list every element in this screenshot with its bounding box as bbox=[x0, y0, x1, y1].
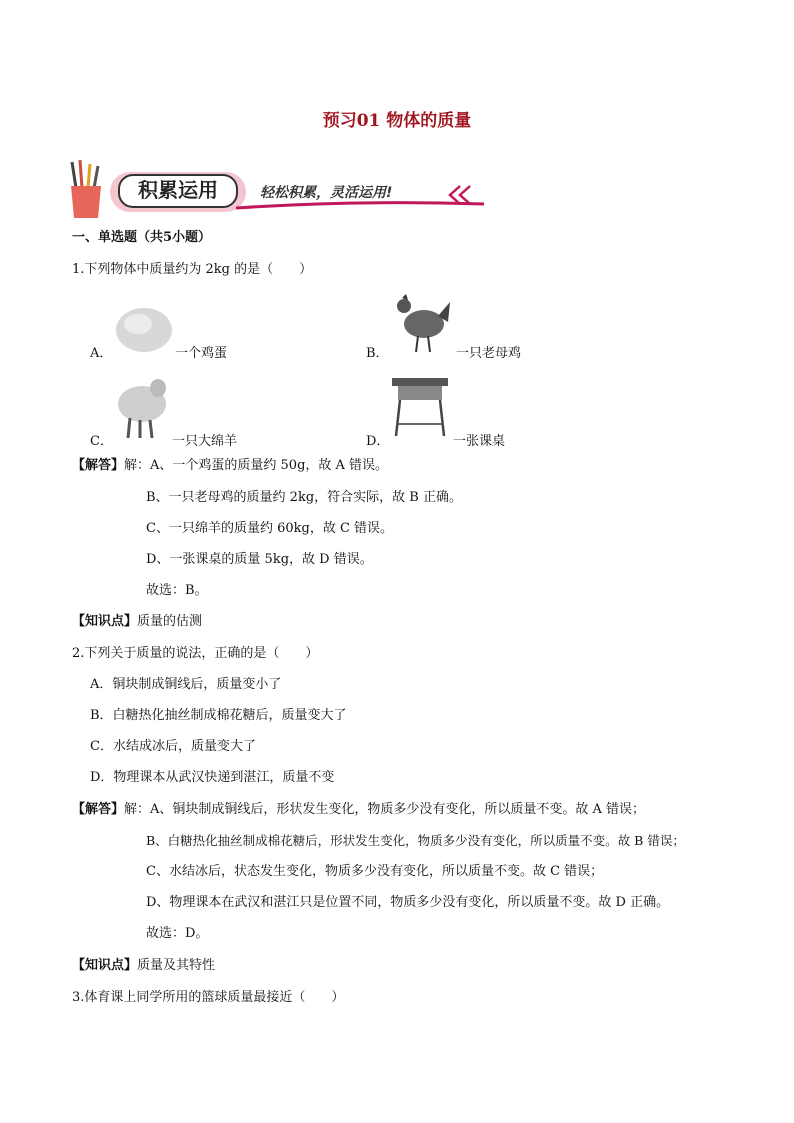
question-1-stem: 1.下列物体中质量约为 2kg 的是（ ） bbox=[72, 262, 313, 277]
q1-answer-line-5: 故选：B。 bbox=[146, 583, 208, 598]
q2-answer-line-4: D、物理课本在武汉和湛江只是位置不同，物质多少没有变化，所以质量不变。故 D 正确。 bbox=[146, 895, 670, 910]
option-a-text: 一个鸡蛋 bbox=[175, 346, 228, 361]
banner-slogan: 轻松积累，灵活运用! bbox=[260, 185, 393, 201]
q2-answer-line-1: 解：A、铜块制成铜线后，形状发生变化，物质多少没有变化，所以质量不变。故 A 错误； bbox=[124, 802, 646, 817]
banner-label: 积累运用 bbox=[138, 178, 218, 202]
knowledge-tag-2: 【知识点】 bbox=[72, 958, 138, 973]
q1-answer-line-4: D、一张课桌的质量 5kg，故 D 错误。 bbox=[146, 552, 373, 567]
question-2-stem: 2.下列关于质量的说法，正确的是（ ） bbox=[72, 646, 319, 661]
q2-option-b: B．白糖热化抽丝制成棉花糖后，质量变大了 bbox=[90, 708, 347, 723]
question-3-stem: 3.体育课上同学所用的篮球质量最接近（ ） bbox=[72, 990, 345, 1005]
answer-tag-2: 【解答】 bbox=[72, 802, 125, 817]
q2-knowledge: 质量及其特性 bbox=[137, 958, 216, 973]
q1-answer-line-2: B、一只老母鸡的质量约 2kg，符合实际，故 B 正确。 bbox=[146, 490, 462, 505]
q1-answer-line-3: C、一只绵羊的质量约 60kg，故 C 错误。 bbox=[146, 521, 394, 536]
option-c-letter: C． bbox=[90, 434, 113, 449]
page-title: 预习01 物体的质量 bbox=[322, 111, 472, 131]
option-d-text: 一张课桌 bbox=[453, 434, 506, 449]
hen-image bbox=[392, 292, 452, 354]
option-d-letter: D． bbox=[366, 434, 390, 449]
q2-answer-line-2: B、白糖热化抽丝制成棉花糖后，形状发生变化，物质多少没有变化，所以质量不变。故 B 错误； bbox=[146, 833, 685, 848]
egg-image bbox=[110, 302, 174, 356]
q2-option-c: C．水结成冰后，质量变大了 bbox=[90, 739, 256, 754]
banner bbox=[66, 158, 486, 220]
option-c-text: 一只大绵羊 bbox=[172, 434, 238, 449]
q2-option-d: D．物理课本从武汉快递到湛江，质量不变 bbox=[90, 770, 335, 785]
answer-tag-1: 【解答】 bbox=[72, 458, 125, 473]
option-a-letter: A． bbox=[90, 346, 113, 361]
pencil-cup-icon bbox=[66, 158, 106, 220]
double-arrow-icon bbox=[446, 184, 480, 206]
option-b-text: 一只老母鸡 bbox=[456, 346, 522, 361]
desk-image bbox=[390, 374, 450, 440]
q1-knowledge: 质量的估测 bbox=[137, 614, 203, 629]
q2-answer-line-5: 故选：D。 bbox=[146, 926, 209, 941]
sheep-image bbox=[112, 374, 174, 440]
section-heading: 一、单选题（共5小题） bbox=[72, 230, 212, 245]
knowledge-tag-1: 【知识点】 bbox=[72, 614, 138, 629]
q2-option-a: A．铜块制成铜线后，质量变小了 bbox=[90, 677, 282, 692]
option-b-letter: B． bbox=[366, 346, 389, 361]
q1-answer-line-1: 解：A、一个鸡蛋的质量约 50g，故 A 错误。 bbox=[124, 458, 389, 473]
q2-answer-line-3: C、水结冰后，状态发生变化，物质多少没有变化，所以质量不变。故 C 错误； bbox=[146, 864, 604, 879]
